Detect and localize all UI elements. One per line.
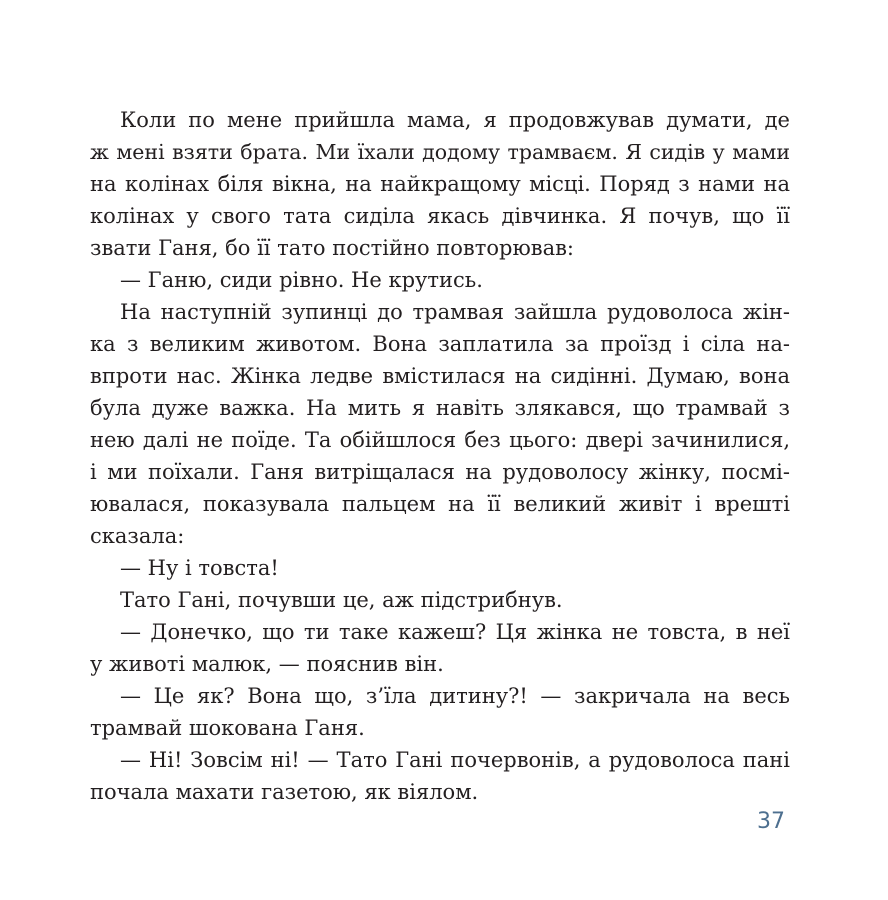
dialogue-line: — Це як? Вона що, з’їла дитину?! — закричала на весь [120,684,790,708]
text-line: і ми поїхали. Ганя витріщалася на рудоволосу жінку, посмі- [90,460,790,484]
text-line: звати Ганя, бо її тато постійно повторював: [90,236,574,260]
text-line: у животі малюк, — пояснив він. [90,652,444,676]
text-line: ж мені взяти брата. Ми їхали додому трамваєм. Я сидів у мами [90,140,790,164]
text-line: на колінах біля вікна, на найкращому місці. Поряд з нами на [90,172,790,196]
text-line: почала махати газетою, як віялом. [90,780,479,804]
text-line: Тато Гані, почувши це, аж підстрибнув. [120,588,563,612]
text-line: впроти нас. Жінка ледве вмістилася на сидінні. Думаю, вона [90,364,790,388]
dialogue-line: — Ні! Зовсім ні! — Тато Гані почервонів, а рудоволоса пані [120,748,790,772]
text-line: сказала: [90,524,185,548]
text-line: нею далі не поїде. Та обійшлося без цього: двері зачинилися, [90,428,790,452]
text-line: колінах у свого тата сиділа якась дівчинка. Я почув, що її [90,204,790,228]
text-line: ка з великим животом. Вона заплатила за проїзд і сіла на- [90,332,790,356]
text-line: Коли по мене прийшла мама, я продовжував думати, де [120,108,790,132]
text-line: На наступній зупинці до трамвая зайшла рудоволоса жін- [120,300,790,324]
dialogue-line: — Ганю, сиди рівно. Не крутись. [120,268,483,292]
text-line: була дуже важка. На мить я навіть злякався, що трамвай з [90,396,790,420]
dialogue-line: — Ну і товста! [120,556,279,580]
dialogue-line: — Донечко, що ти таке кажеш? Ця жінка не товста, в неї [120,620,790,644]
page-number: 37 [757,809,785,834]
text-line: трамвай шокована Ганя. [90,716,365,740]
text-line: ювалася, показувала пальцем на її великий живіт і врешті [90,492,790,516]
